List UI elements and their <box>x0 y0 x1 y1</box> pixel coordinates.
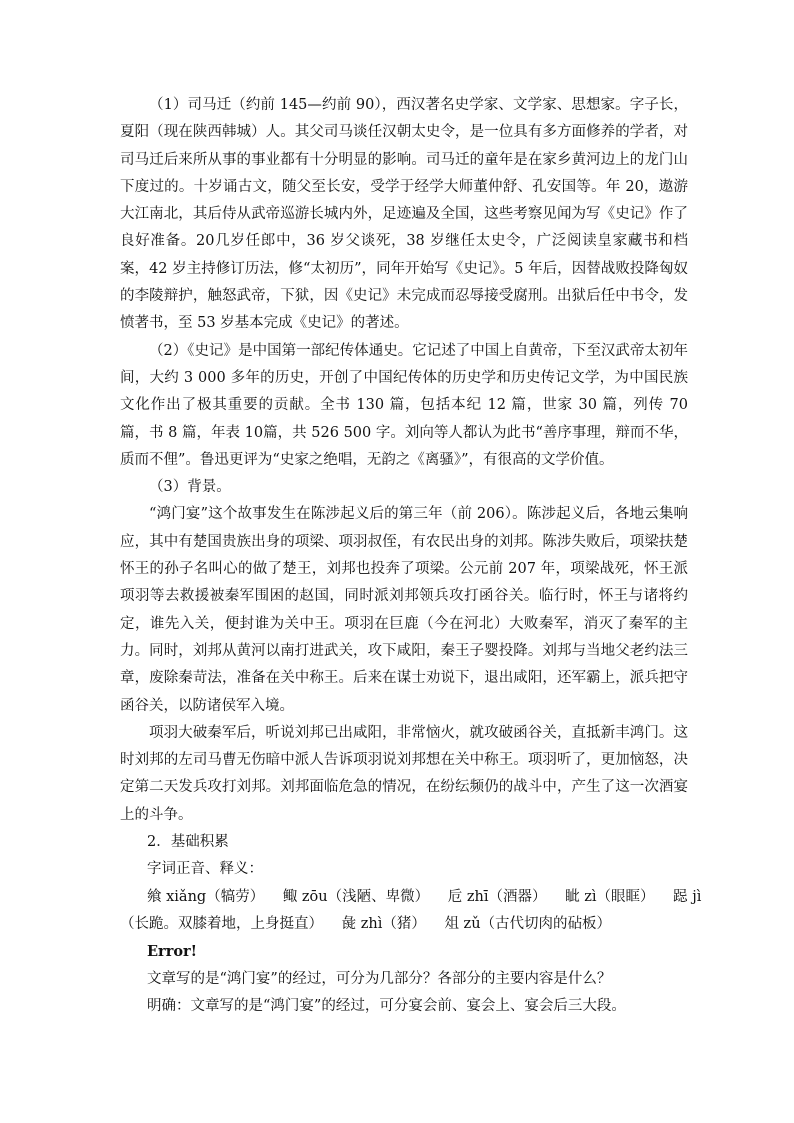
paragraph-xiang-yu: 项羽大破秦军后，听说刘邦已出咸阳，非常恼火，就攻破函谷关，直抵新丰鸿门。这时刘邦的左司马曹无伤暗中派人告诉项羽说刘邦想在关中称王。项羽听了，更加恼怒，决定第二天发兵攻打刘邦。刘邦面临危急的情况，在纷纭频仍的战斗中，产生了这一次酒宴上的斗争。 <box>120 724 688 823</box>
vocab-line-1 <box>120 884 702 911</box>
vocab-item: 卮 zhī（酒器） <box>447 888 547 905</box>
vocab-item: 眦 zì（眼眶） <box>565 888 655 905</box>
vocab-item: （长跪。双膝着地，上身挺直） <box>120 915 323 932</box>
document-body <box>120 92 702 1020</box>
vocab-item: 鲰 zōu（浅陋、卑微） <box>282 888 430 905</box>
question-text: 文章写的是“鸿门宴”的经过，可分为几部分？各部分的主要内容是什么？ <box>147 970 612 987</box>
vocab-item: 俎 zǔ（古代切肉的砧板） <box>444 915 612 932</box>
paragraph-background-heading: （3）背景。 <box>149 479 231 496</box>
paragraph-sima-qian-bio: （1）司马迁（约前 145—约前 90），西汉著名史学家、文学家、思想家。字子长，夏阳（现在陕西韩城）人。其父司马谈任汉朝太史令，是一位具有多方面修养的学者，对司马迁后来所从事的事业都有十分明显的影响。司马迁的童年是在家乡黄河边上的龙门山下度过的。十岁诵古文，随父至长安，受学于经学大师董仲舒、孔安国等。年 20，遨游大江南北，其后侍从武帝巡游长城内外，足迹遍及全国，这些考察见闻为写《史记》作了良好准备。20几岁任郎中，36 岁父谈死，38 岁继任太史令，广泛阅读皇家藏书和档案，42 岁主持修订历法，修“太初历”，同年开始写《史记》。5 年后，因替战败投降匈奴的李陵辩护，触怒武帝，下狱，因《史记》未完成而忍辱接受腐刑。出狱后任中书令，发愤著书，至 53 岁基本完成《史记》的著述。 <box>120 97 688 332</box>
vocab-item: 彘 zhì（猪） <box>341 915 426 932</box>
vocab-item: 跽 jì <box>673 888 702 905</box>
paragraph-shiji-intro: （2）《史记》是中国第一部纪传体通史。它记述了中国上自黄帝，下至汉武帝太初年间，大约 3 000 多年的历史，开创了中国纪传体的历史学和历史传记文学，为中国民族文化作出了极其重要的贡献。全书 130 篇，包括本纪 12 篇，世家 30 篇，列传 70 篇，书 8 篇，年表 10篇，共 526 500 字。刘向等人都认为此书“善序事理，辩而不华，质而不俚”。鲁迅更评为“史家之绝唱，无韵之《离骚》”，有很高的文学价值。 <box>120 342 688 468</box>
vocab-item: 飨 xiǎng（犒劳） <box>147 888 265 905</box>
vocab-title: 字词正音、释义： <box>147 861 263 878</box>
paragraph-background-story: “鸿门宴”这个故事发生在陈涉起义后的第三年（前 206）。陈涉起义后，各地云集响应，其中有楚国贵族出身的项梁、项羽叔侄，有农民出身的刘邦。陈涉失败后，项梁扶楚怀王的孙子名叫心的做了楚王，刘邦也投奔了项梁。公元前 207 年，项梁战死，怀王派项羽等去救援被秦军围困的赵国，同时派刘邦领兵攻打函谷关。临行时，怀王与诸将约定，谁先入关，便封谁为关中王。项羽在巨鹿（今在河北）大败秦军，消灭了秦军的主力。同时，刘邦从黄河以南打进武关，攻下咸阳，秦王子婴投降。刘邦与当地父老约法三章，废除秦苛法，准备在关中称王。后来在谋士劝说下，退出咸阳，还军霸上，派兵把守函谷关，以防诸侯军入境。 <box>120 506 688 714</box>
section-heading-basics: 2．基础积累 <box>147 834 229 851</box>
vocab-line-2 <box>120 911 688 938</box>
error-marker: Error! <box>147 943 198 961</box>
answer-text: 明确：文章写的是“鸿门宴”的经过，可分宴会前、宴会上、宴会后三大段。 <box>147 997 626 1014</box>
